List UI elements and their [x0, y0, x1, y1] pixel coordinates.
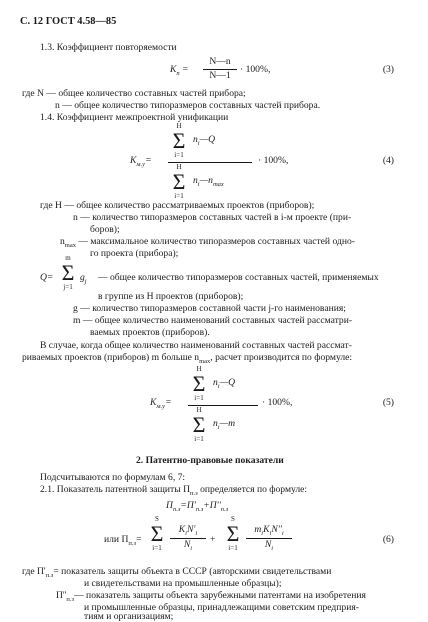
case-1: В случае, когда общее количество наименований составных частей рассмат-: [40, 340, 352, 351]
q-term: $g_j$: [80, 272, 87, 285]
f3-fraction: [203, 56, 237, 82]
f6-sum-2: S Σ i=1: [226, 515, 240, 552]
f6-plus: +: [210, 534, 216, 545]
where-gj: g — количество типоразмеров составной части j-го наименования;: [73, 303, 346, 314]
page-header: [20, 15, 116, 29]
where-pz2-1: $П''_{п.з}—$ показатель защиты объекта зарубежными патентами на изобретения: [56, 590, 366, 603]
where-pz1-2: и свидетельствами на промышленные образцы);: [84, 578, 282, 589]
f5-lhs: $K_{м.у}=$: [150, 397, 172, 410]
where-H: где H — общее количество рассматриваемых проектов (приборов);: [40, 200, 315, 211]
where-m-1: m — общее количество наименований составных частей рассматри-: [73, 315, 353, 326]
f6-sum-1: S Σ i=1: [150, 515, 164, 552]
f5-fraction: H Σ i=1 $n_i—Q$ H Σ i=1 $n_i—m$: [188, 365, 258, 444]
eq-number-5: (5): [382, 397, 394, 408]
f6-frac-2: $m_iK_iN''_i$ $N_i$: [246, 524, 292, 554]
para-1-4: 1.4. Коэффициент межпроектной унификации: [40, 112, 229, 123]
para-1-3: 1.3. Коэффициент повторяемости: [40, 42, 177, 53]
f6-lhs: или $П_{п.з}=$: [104, 534, 142, 547]
section-2-intro: Подсчитываются по формулам 6, 7:: [40, 472, 186, 483]
q-desc: — общее количество типоразмеров составных частей, применяемых: [98, 272, 379, 283]
q-desc-2: в группе из H проектов (приборов);: [98, 291, 244, 302]
where-nmax-1: $n_{max}$ — максимальное количество типоразмеров составных частей одно-: [60, 236, 355, 249]
eq-number-4: (4): [382, 155, 394, 166]
f6-frac-1: $K_iN'_i$ $N_i$: [170, 524, 206, 554]
where-pz1-1: где $П'_{п.з}=$ показатель защиты объекта в СССР (авторскими свидетельствами: [22, 566, 332, 579]
where-pz2-3: тиям и организациям;: [84, 611, 174, 622]
f4-tail: · 100%,: [258, 155, 289, 166]
case-2: риваемых проектов (приборов) m больше $n_{max}$, расчет производится по формуле:: [22, 352, 353, 365]
where-n: n — общее количество типоразмеров составных частей прибора.: [55, 100, 321, 111]
formula-pz: $П_{п.з}=П'_{п.з}+П''_{п.з}$: [166, 500, 229, 513]
where-nmax-2: го проекта (прибора);: [90, 248, 179, 259]
f3-numerator: N—n: [209, 56, 231, 67]
where-ni-2: боров);: [90, 224, 120, 235]
f3-lhs: $K_п$ =: [170, 64, 189, 77]
f5-tail: · 100%,: [262, 397, 293, 408]
f4-lhs: $K_{м.у}=$: [130, 155, 152, 168]
q-sum: m Σ j=1: [61, 254, 75, 291]
where-ni-1: n — количество типоразмеров составных частей в i-м проекте (при-: [73, 212, 352, 223]
q-lhs: Q=: [40, 272, 54, 283]
f3-denominator: N—1: [209, 69, 231, 81]
where-pz2-2: и промышленные образцы, принадлежащими советским предприя-: [84, 602, 359, 613]
where-m-2: ваемых проектов (приборов).: [90, 327, 210, 338]
standard-code: ГОСТ 4.58—85: [45, 16, 117, 27]
page-number: С. 12: [20, 16, 44, 27]
para-2-1: 2.1. Показатель патентной защиты $П_{п.з}$ определяется по формуле:: [40, 484, 308, 497]
where-N: где N — общее количество составных частей прибора;: [22, 88, 246, 99]
eq-number-3: (3): [382, 64, 394, 75]
f3-tail: · 100%,: [240, 64, 271, 75]
section-2-title: 2. Патентно-правовые показатели: [136, 455, 284, 466]
eq-number-6: (6): [382, 534, 394, 545]
f4-fraction: H Σ i=1 $n_i—Q$ H Σ i=1 $n_i—n_{max}$: [168, 122, 252, 201]
